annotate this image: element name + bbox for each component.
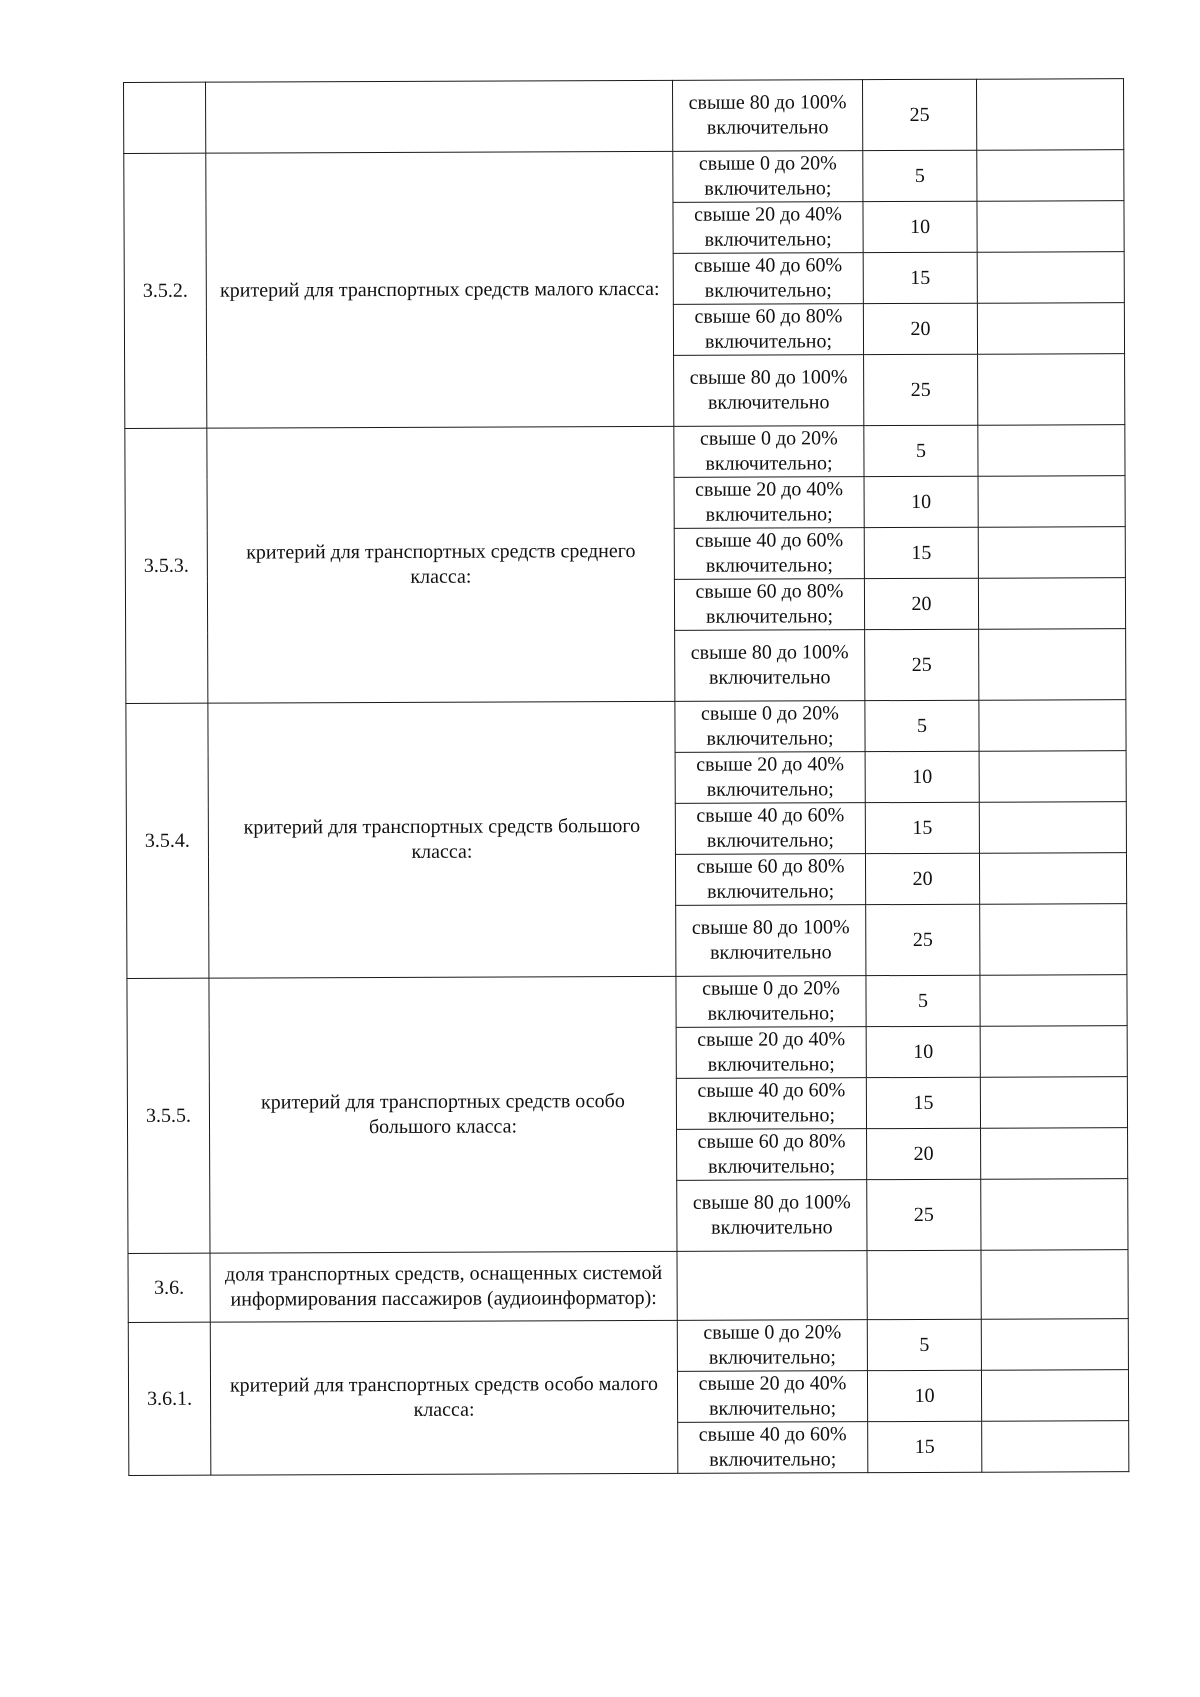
points-cell: 5 <box>867 1319 981 1370</box>
empty-cell <box>980 904 1127 976</box>
table-row <box>128 1250 1128 1323</box>
range-cell: свыше 0 до 20% включительно; <box>676 976 866 1028</box>
empty-cell <box>979 853 1126 905</box>
item-number-cell <box>124 82 206 153</box>
range-cell: свыше 20 до 40% включительно; <box>677 1371 867 1423</box>
points-cell: 20 <box>863 303 977 354</box>
range-cell: свыше 40 до 60% включительно; <box>674 528 864 580</box>
empty-cell <box>978 578 1125 630</box>
points-cell: 25 <box>864 354 978 425</box>
criterion-cell: критерий для транспортных средств среднего класса: <box>207 426 675 703</box>
empty-cell <box>978 354 1125 426</box>
range-cell: свыше 80 до 100% включительно <box>674 355 864 427</box>
points-cell: 15 <box>865 802 979 853</box>
empty-cell <box>979 802 1126 854</box>
criteria-table <box>123 78 1129 1476</box>
range-cell: свыше 80 до 100% включительно <box>675 630 865 702</box>
empty-cell <box>979 751 1126 803</box>
points-cell <box>867 1250 981 1319</box>
table-row <box>127 975 1127 1030</box>
points-cell: 10 <box>866 1026 980 1077</box>
range-cell: свыше 20 до 40% включительно; <box>675 752 865 804</box>
table-row <box>124 150 1124 205</box>
points-cell: 5 <box>864 425 978 476</box>
criterion-cell: критерий для транспортных средств особо большого класса: <box>209 976 677 1253</box>
empty-cell <box>977 201 1124 253</box>
points-cell: 25 <box>867 1179 981 1250</box>
table-row <box>128 1319 1128 1374</box>
empty-cell <box>976 79 1123 151</box>
points-cell: 25 <box>862 79 976 150</box>
criteria-table-body <box>124 79 1129 1476</box>
item-number-cell: 3.6. <box>128 1253 210 1322</box>
empty-cell <box>981 1370 1128 1422</box>
item-number-cell: 3.6.1. <box>128 1322 211 1475</box>
points-cell: 5 <box>865 700 979 751</box>
points-cell: 15 <box>868 1421 982 1472</box>
table-row <box>124 79 1124 154</box>
range-cell: свыше 40 до 60% включительно; <box>675 803 865 855</box>
points-cell: 15 <box>864 527 978 578</box>
empty-cell <box>979 700 1126 752</box>
criterion-cell: критерий для транспортных средств малого класса: <box>206 151 674 428</box>
range-cell: свыше 20 до 40% включительно; <box>676 1027 866 1079</box>
empty-cell <box>980 1077 1127 1129</box>
empty-cell <box>977 303 1124 355</box>
empty-cell <box>977 252 1124 304</box>
range-cell: свыше 60 до 80% включительно; <box>675 854 865 906</box>
range-cell: свыше 0 до 20% включительно; <box>674 426 864 478</box>
range-cell: свыше 0 до 20% включительно; <box>673 151 863 203</box>
range-cell: свыше 60 до 80% включительно; <box>677 1129 867 1181</box>
range-cell: свыше 60 до 80% включительно; <box>674 579 864 631</box>
empty-cell <box>980 1026 1127 1078</box>
points-cell: 20 <box>865 853 979 904</box>
empty-cell <box>980 975 1127 1027</box>
range-cell: свыше 80 до 100% включительно <box>677 1180 867 1252</box>
empty-cell <box>978 425 1125 477</box>
empty-cell <box>981 1128 1128 1180</box>
points-cell: 10 <box>863 201 977 252</box>
range-cell: свыше 40 до 60% включительно; <box>673 253 863 305</box>
empty-cell <box>977 150 1124 202</box>
range-cell <box>677 1251 867 1321</box>
empty-cell <box>981 1179 1128 1251</box>
empty-cell <box>981 1319 1128 1371</box>
table-row <box>125 425 1125 480</box>
criterion-cell: критерий для транспортных средств особо малого класса: <box>210 1320 678 1475</box>
range-cell: свыше 0 до 20% включительно; <box>675 701 865 753</box>
points-cell: 25 <box>866 904 980 975</box>
points-cell: 15 <box>866 1077 980 1128</box>
item-number-cell: 3.5.3. <box>125 428 208 703</box>
table-row <box>126 700 1126 755</box>
range-cell: свыше 60 до 80% включительно; <box>673 304 863 356</box>
item-number-cell: 3.5.2. <box>124 153 207 428</box>
points-cell: 5 <box>863 150 977 201</box>
points-cell: 20 <box>867 1128 981 1179</box>
criterion-cell: доля транспортных средств, оснащенных системой информирования пассажиров (аудиоинформатор): <box>210 1251 677 1322</box>
range-cell: свыше 80 до 100% включительно <box>672 80 862 152</box>
points-cell: 25 <box>865 629 979 700</box>
points-cell: 15 <box>863 252 977 303</box>
item-number-cell: 3.5.4. <box>126 703 209 978</box>
empty-cell <box>981 1250 1128 1320</box>
criterion-cell <box>206 80 673 153</box>
empty-cell <box>978 476 1125 528</box>
range-cell: свыше 40 до 60% включительно; <box>678 1422 868 1474</box>
range-cell: свыше 20 до 40% включительно; <box>673 202 863 254</box>
empty-cell <box>982 1421 1129 1473</box>
range-cell: свыше 40 до 60% включительно; <box>676 1078 866 1130</box>
item-number-cell: 3.5.5. <box>127 978 210 1253</box>
points-cell: 10 <box>867 1370 981 1421</box>
points-cell: 20 <box>864 578 978 629</box>
empty-cell <box>979 629 1126 701</box>
points-cell: 10 <box>864 476 978 527</box>
range-cell: свыше 0 до 20% включительно; <box>677 1320 867 1372</box>
points-cell: 10 <box>865 751 979 802</box>
points-cell: 5 <box>866 975 980 1026</box>
range-cell: свыше 80 до 100% включительно <box>676 905 866 977</box>
range-cell: свыше 20 до 40% включительно; <box>674 477 864 529</box>
empty-cell <box>978 527 1125 579</box>
criterion-cell: критерий для транспортных средств большого класса: <box>208 701 676 978</box>
